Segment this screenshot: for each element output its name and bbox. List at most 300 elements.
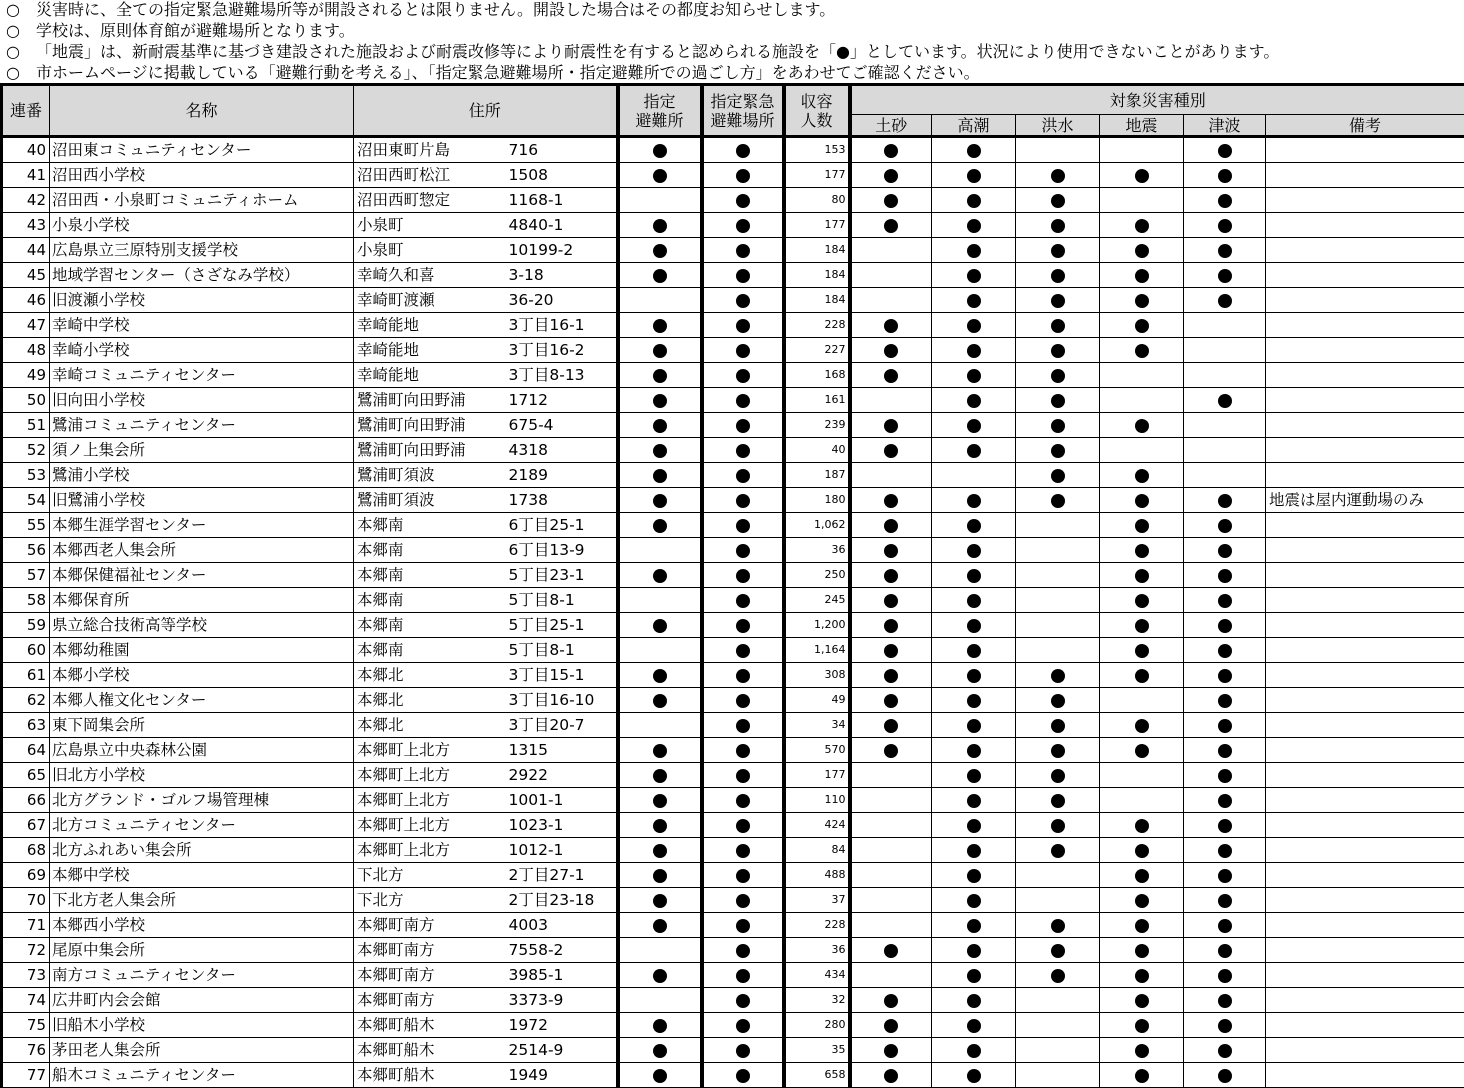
row-number: 51 — [2, 413, 50, 438]
note-text: 「地震」は、新耐震基準に基づき建設された施設および耐震改修等により耐震性を有すると認められる施設を「●」としています。状況により使用できないことがあります。 — [36, 42, 1279, 61]
storm-surge-mark — [932, 688, 1016, 713]
earthquake-mark — [1100, 638, 1184, 663]
facility-name: 南方コミュニティセンター — [50, 963, 354, 988]
notes-section — [0, 0, 1464, 84]
remarks-cell — [1266, 713, 1464, 738]
flood-mark — [1016, 863, 1100, 888]
filled-circle-icon — [653, 894, 667, 908]
tsunami-mark — [1184, 913, 1266, 938]
landslide-mark — [850, 288, 932, 313]
storm-surge-mark — [932, 563, 1016, 588]
emergency-site-mark — [702, 863, 784, 888]
filled-circle-icon — [884, 719, 898, 733]
landslide-mark — [850, 438, 932, 463]
row-number: 68 — [2, 838, 50, 863]
filled-circle-icon — [736, 244, 750, 258]
earthquake-mark — [1100, 563, 1184, 588]
earthquake-mark — [1100, 763, 1184, 788]
filled-circle-icon — [736, 469, 750, 483]
row-number: 53 — [2, 463, 50, 488]
filled-circle-icon — [736, 944, 750, 958]
filled-circle-icon — [736, 519, 750, 533]
filled-circle-icon — [1051, 919, 1065, 933]
flood-mark — [1016, 988, 1100, 1013]
facility-name: 尾原中集会所 — [50, 938, 354, 963]
landslide-mark — [850, 1063, 932, 1088]
address-number: 2514-9 — [506, 1038, 618, 1063]
filled-circle-icon — [884, 1044, 898, 1058]
designated-shelter-mark — [618, 363, 702, 388]
filled-circle-icon — [884, 444, 898, 458]
table-row — [2, 938, 1464, 963]
tsunami-mark — [1184, 338, 1266, 363]
filled-circle-icon — [1218, 294, 1232, 308]
header-capacity — [784, 85, 850, 137]
tsunami-mark — [1184, 688, 1266, 713]
facility-name: 沼田西・小泉町コミュニティホーム — [50, 188, 354, 213]
remarks-cell — [1266, 438, 1464, 463]
flood-mark — [1016, 1063, 1100, 1088]
filled-circle-icon — [884, 569, 898, 583]
header-designated-shelter-line1: 指定 — [620, 92, 700, 111]
capacity-value: 177 — [784, 213, 850, 238]
designated-shelter-mark — [618, 638, 702, 663]
capacity-value: 36 — [784, 938, 850, 963]
facility-name: 北方ふれあい集会所 — [50, 838, 354, 863]
landslide-mark — [850, 763, 932, 788]
flood-mark — [1016, 588, 1100, 613]
tsunami-mark — [1184, 413, 1266, 438]
filled-circle-icon — [1051, 194, 1065, 208]
row-number: 48 — [2, 338, 50, 363]
landslide-mark — [850, 263, 932, 288]
table-row — [2, 513, 1464, 538]
row-number: 70 — [2, 888, 50, 913]
tsunami-mark — [1184, 488, 1266, 513]
earthquake-mark — [1100, 588, 1184, 613]
filled-circle-icon — [1218, 769, 1232, 783]
landslide-mark — [850, 663, 932, 688]
facility-name: 幸崎コミュニティセンター — [50, 363, 354, 388]
landslide-mark — [850, 588, 932, 613]
table-row — [2, 238, 1464, 263]
landslide-mark — [850, 638, 932, 663]
filled-circle-icon — [884, 194, 898, 208]
storm-surge-mark — [932, 263, 1016, 288]
landslide-mark — [850, 713, 932, 738]
filled-circle-icon — [1135, 569, 1149, 583]
earthquake-mark — [1100, 938, 1184, 963]
flood-mark — [1016, 513, 1100, 538]
tsunami-mark — [1184, 1038, 1266, 1063]
earthquake-mark — [1100, 413, 1184, 438]
flood-mark — [1016, 788, 1100, 813]
remarks-cell — [1266, 1038, 1464, 1063]
emergency-site-mark — [702, 838, 784, 863]
filled-circle-icon — [1135, 619, 1149, 633]
designated-shelter-mark — [618, 288, 702, 313]
filled-circle-icon — [1135, 944, 1149, 958]
landslide-mark — [850, 963, 932, 988]
flood-mark — [1016, 1013, 1100, 1038]
row-number: 73 — [2, 963, 50, 988]
landslide-mark — [850, 413, 932, 438]
emergency-site-mark — [702, 463, 784, 488]
filled-circle-icon — [736, 644, 750, 658]
table-row — [2, 963, 1464, 988]
storm-surge-mark — [932, 788, 1016, 813]
filled-circle-icon — [1218, 694, 1232, 708]
capacity-value: 488 — [784, 863, 850, 888]
row-number: 47 — [2, 313, 50, 338]
filled-circle-icon — [884, 1069, 898, 1083]
storm-surge-mark — [932, 813, 1016, 838]
storm-surge-mark — [932, 1063, 1016, 1088]
remarks-cell — [1266, 1013, 1464, 1038]
row-number: 61 — [2, 663, 50, 688]
landslide-mark — [850, 363, 932, 388]
address-area: 本郷町船木 — [354, 1038, 506, 1063]
flood-mark — [1016, 738, 1100, 763]
earthquake-mark — [1100, 538, 1184, 563]
filled-circle-icon — [736, 319, 750, 333]
facility-name: 広島県立三原特別支援学校 — [50, 238, 354, 263]
filled-circle-icon — [653, 844, 667, 858]
address-number: 2189 — [506, 463, 618, 488]
designated-shelter-mark — [618, 163, 702, 188]
designated-shelter-mark — [618, 763, 702, 788]
emergency-site-mark — [702, 963, 784, 988]
storm-surge-mark — [932, 938, 1016, 963]
table-row — [2, 738, 1464, 763]
earthquake-mark — [1100, 1063, 1184, 1088]
address-area: 幸崎能地 — [354, 338, 506, 363]
filled-circle-icon — [1218, 819, 1232, 833]
earthquake-mark — [1100, 363, 1184, 388]
filled-circle-icon — [1051, 344, 1065, 358]
filled-circle-icon — [1135, 994, 1149, 1008]
filled-circle-icon — [653, 394, 667, 408]
facility-name: 鷺浦コミュニティセンター — [50, 413, 354, 438]
filled-circle-icon — [653, 869, 667, 883]
storm-surge-mark — [932, 438, 1016, 463]
designated-shelter-mark — [618, 688, 702, 713]
address-area: 本郷町上北方 — [354, 763, 506, 788]
remarks-cell — [1266, 388, 1464, 413]
filled-circle-icon — [1135, 644, 1149, 658]
filled-circle-icon — [1051, 419, 1065, 433]
filled-circle-icon — [967, 969, 981, 983]
address-area: 本郷南 — [354, 588, 506, 613]
row-number: 60 — [2, 638, 50, 663]
tsunami-mark — [1184, 463, 1266, 488]
earthquake-mark — [1100, 388, 1184, 413]
emergency-site-mark — [702, 438, 784, 463]
storm-surge-mark — [932, 863, 1016, 888]
filled-circle-icon — [967, 369, 981, 383]
earthquake-mark — [1100, 163, 1184, 188]
filled-circle-icon — [967, 794, 981, 808]
address-area: 本郷町上北方 — [354, 813, 506, 838]
filled-circle-icon — [736, 419, 750, 433]
designated-shelter-mark — [618, 563, 702, 588]
filled-circle-icon — [653, 494, 667, 508]
filled-circle-icon — [653, 769, 667, 783]
row-number: 77 — [2, 1063, 50, 1088]
remarks-cell — [1266, 863, 1464, 888]
designated-shelter-mark — [618, 888, 702, 913]
filled-circle-icon — [736, 594, 750, 608]
note-line — [0, 0, 1464, 21]
capacity-value: 245 — [784, 588, 850, 613]
earthquake-mark — [1100, 613, 1184, 638]
filled-circle-icon — [653, 444, 667, 458]
filled-circle-icon — [736, 619, 750, 633]
flood-mark — [1016, 463, 1100, 488]
flood-mark — [1016, 213, 1100, 238]
filled-circle-icon — [1051, 794, 1065, 808]
header-emergency-site-line2: 避難場所 — [704, 111, 782, 130]
flood-mark — [1016, 913, 1100, 938]
filled-circle-icon — [653, 144, 667, 158]
row-number: 64 — [2, 738, 50, 763]
note-line — [0, 63, 1464, 84]
remarks-cell — [1266, 238, 1464, 263]
landslide-mark — [850, 613, 932, 638]
filled-circle-icon — [967, 169, 981, 183]
table-row — [2, 788, 1464, 813]
address-area: 本郷町南方 — [354, 988, 506, 1013]
filled-circle-icon — [967, 619, 981, 633]
address-number: 36-20 — [506, 288, 618, 313]
row-number: 41 — [2, 163, 50, 188]
address-area: 小泉町 — [354, 238, 506, 263]
filled-circle-icon — [653, 669, 667, 683]
emergency-site-mark — [702, 638, 784, 663]
landslide-mark — [850, 338, 932, 363]
designated-shelter-mark — [618, 988, 702, 1013]
header-name: 名称 — [50, 85, 354, 137]
filled-circle-icon — [967, 269, 981, 283]
flood-mark — [1016, 688, 1100, 713]
designated-shelter-mark — [618, 713, 702, 738]
capacity-value: 40 — [784, 438, 850, 463]
filled-circle-icon — [1051, 319, 1065, 333]
filled-circle-icon — [736, 219, 750, 233]
filled-circle-icon — [736, 769, 750, 783]
filled-circle-icon — [967, 194, 981, 208]
header-emergency-site — [702, 85, 784, 137]
filled-circle-icon — [736, 544, 750, 558]
table-row — [2, 1038, 1464, 1063]
facility-name: 旧向田小学校 — [50, 388, 354, 413]
row-number: 75 — [2, 1013, 50, 1038]
facility-name: 幸崎中学校 — [50, 313, 354, 338]
header-capacity-line2: 人数 — [786, 111, 848, 130]
filled-circle-icon — [736, 1069, 750, 1083]
storm-surge-mark — [932, 713, 1016, 738]
table-header — [2, 85, 1464, 137]
address-number: 5丁目23-1 — [506, 563, 618, 588]
tsunami-mark — [1184, 613, 1266, 638]
designated-shelter-mark — [618, 238, 702, 263]
row-number: 45 — [2, 263, 50, 288]
flood-mark — [1016, 338, 1100, 363]
storm-surge-mark — [932, 538, 1016, 563]
filled-circle-icon — [1135, 844, 1149, 858]
emergency-site-mark — [702, 913, 784, 938]
filled-circle-icon — [653, 569, 667, 583]
remarks-cell — [1266, 213, 1464, 238]
address-area: 本郷町上北方 — [354, 838, 506, 863]
filled-circle-icon — [1135, 269, 1149, 283]
landslide-mark — [850, 488, 932, 513]
address-number: 1001-1 — [506, 788, 618, 813]
facility-name: 本郷保健福祉センター — [50, 563, 354, 588]
landslide-mark — [850, 538, 932, 563]
filled-circle-icon — [653, 619, 667, 633]
designated-shelter-mark — [618, 1013, 702, 1038]
filled-circle-icon — [736, 719, 750, 733]
earthquake-mark — [1100, 463, 1184, 488]
storm-surge-mark — [932, 413, 1016, 438]
filled-circle-icon — [884, 544, 898, 558]
filled-circle-icon — [1051, 394, 1065, 408]
earthquake-mark — [1100, 663, 1184, 688]
filled-circle-icon — [736, 994, 750, 1008]
address-number: 5丁目25-1 — [506, 613, 618, 638]
filled-circle-icon — [736, 894, 750, 908]
filled-circle-icon — [653, 469, 667, 483]
filled-circle-icon — [884, 669, 898, 683]
flood-mark — [1016, 238, 1100, 263]
designated-shelter-mark — [618, 137, 702, 163]
address-area: 本郷南 — [354, 563, 506, 588]
filled-circle-icon — [884, 144, 898, 158]
filled-circle-icon — [1218, 744, 1232, 758]
header-storm-surge: 高潮 — [932, 115, 1016, 137]
earthquake-mark — [1100, 137, 1184, 163]
row-number: 54 — [2, 488, 50, 513]
earthquake-mark — [1100, 313, 1184, 338]
remarks-cell — [1266, 288, 1464, 313]
capacity-value: 250 — [784, 563, 850, 588]
tsunami-mark — [1184, 538, 1266, 563]
filled-circle-icon — [1135, 319, 1149, 333]
table-row — [2, 388, 1464, 413]
address-number: 1023-1 — [506, 813, 618, 838]
emergency-site-mark — [702, 988, 784, 1013]
remarks-cell — [1266, 463, 1464, 488]
table-row — [2, 988, 1464, 1013]
filled-circle-icon — [736, 169, 750, 183]
filled-circle-icon — [1135, 869, 1149, 883]
flood-mark — [1016, 938, 1100, 963]
filled-circle-icon — [884, 219, 898, 233]
filled-circle-icon — [967, 294, 981, 308]
flood-mark — [1016, 763, 1100, 788]
filled-circle-icon — [736, 1044, 750, 1058]
filled-circle-icon — [1135, 494, 1149, 508]
facility-name: 須ノ上集会所 — [50, 438, 354, 463]
address-area: 幸崎能地 — [354, 363, 506, 388]
storm-surge-mark — [932, 288, 1016, 313]
emergency-site-mark — [702, 288, 784, 313]
filled-circle-icon — [884, 744, 898, 758]
filled-circle-icon — [736, 969, 750, 983]
filled-circle-icon — [653, 319, 667, 333]
capacity-value: 187 — [784, 463, 850, 488]
filled-circle-icon — [1051, 444, 1065, 458]
earthquake-mark — [1100, 863, 1184, 888]
filled-circle-icon — [884, 419, 898, 433]
table-row — [2, 688, 1464, 713]
row-number: 42 — [2, 188, 50, 213]
emergency-site-mark — [702, 513, 784, 538]
row-number: 50 — [2, 388, 50, 413]
filled-circle-icon — [736, 194, 750, 208]
landslide-mark — [850, 938, 932, 963]
filled-circle-icon — [1051, 944, 1065, 958]
designated-shelter-mark — [618, 263, 702, 288]
tsunami-mark — [1184, 1063, 1266, 1088]
filled-circle-icon — [653, 694, 667, 708]
storm-surge-mark — [932, 738, 1016, 763]
remarks-cell — [1266, 938, 1464, 963]
facility-name: 船木コミュニティセンター — [50, 1063, 354, 1088]
capacity-value: 161 — [784, 388, 850, 413]
row-number: 43 — [2, 213, 50, 238]
facility-name: 北方グランド・ゴルフ場管理棟 — [50, 788, 354, 813]
remarks-cell — [1266, 563, 1464, 588]
tsunami-mark — [1184, 938, 1266, 963]
address-number: 3985-1 — [506, 963, 618, 988]
capacity-value: 228 — [784, 313, 850, 338]
row-number: 40 — [2, 137, 50, 163]
tsunami-mark — [1184, 363, 1266, 388]
filled-circle-icon — [1135, 669, 1149, 683]
storm-surge-mark — [932, 663, 1016, 688]
facility-name: 本郷西老人集会所 — [50, 538, 354, 563]
filled-circle-icon — [967, 244, 981, 258]
filled-circle-icon — [1218, 669, 1232, 683]
row-number: 55 — [2, 513, 50, 538]
landslide-mark — [850, 913, 932, 938]
header-tsunami: 津波 — [1184, 115, 1266, 137]
storm-surge-mark — [932, 838, 1016, 863]
address-area: 本郷北 — [354, 713, 506, 738]
earthquake-mark — [1100, 188, 1184, 213]
facility-name: 小泉小学校 — [50, 213, 354, 238]
remarks-cell — [1266, 188, 1464, 213]
remarks-cell — [1266, 613, 1464, 638]
filled-circle-icon — [1218, 919, 1232, 933]
table-row — [2, 713, 1464, 738]
emergency-site-mark — [702, 238, 784, 263]
remarks-cell — [1266, 788, 1464, 813]
address-area: 鷺浦町向田野浦 — [354, 438, 506, 463]
flood-mark — [1016, 963, 1100, 988]
designated-shelter-mark — [618, 463, 702, 488]
storm-surge-mark — [932, 988, 1016, 1013]
filled-circle-icon — [1135, 344, 1149, 358]
tsunami-mark — [1184, 563, 1266, 588]
filled-circle-icon — [736, 344, 750, 358]
filled-circle-icon — [967, 1069, 981, 1083]
address-number: 2丁目23-18 — [506, 888, 618, 913]
flood-mark — [1016, 538, 1100, 563]
filled-circle-icon — [1218, 519, 1232, 533]
